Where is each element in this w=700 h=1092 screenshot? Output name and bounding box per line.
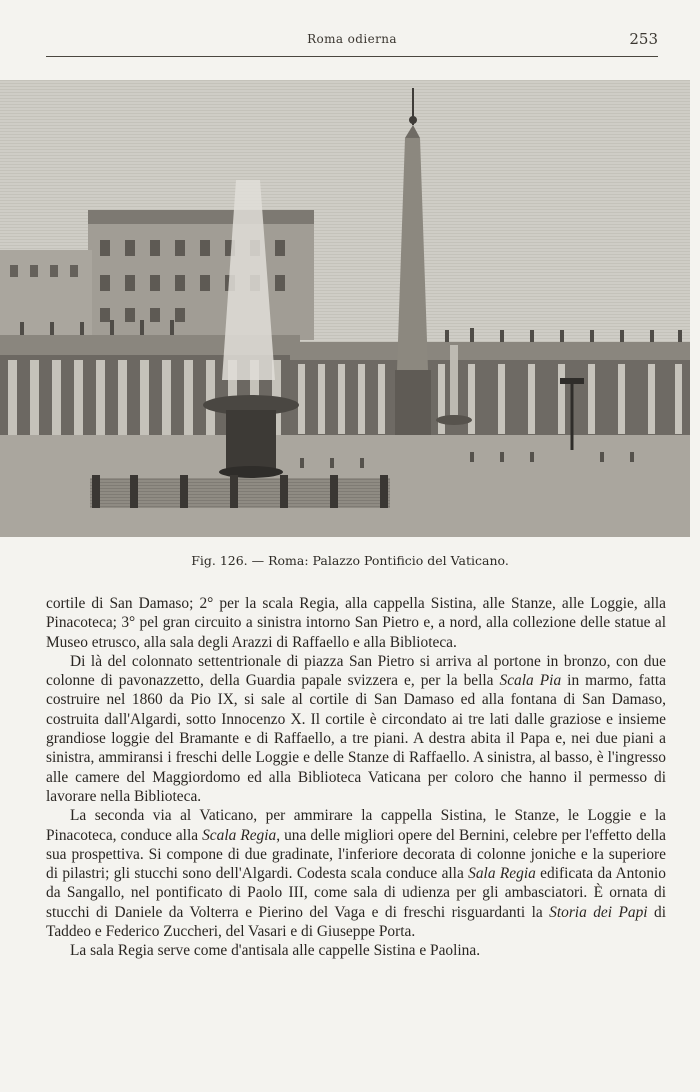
- paragraph-4: La sala Regia serve come d'antisala alle cappelle Sistina e Paolina.: [70, 942, 481, 960]
- paragraph-2: [46, 652, 666, 806]
- p3-text-b: , una delle migliori opere del Bernini, celebre per l'effetto della sua prospettiva. Si compone di due gradinate, l'inferiore decorata di colonne joniche e la superiore di pilastri; gli stucchi sono dell'Algardi. Codesta scala conduce alla: [46, 826, 666, 883]
- figure-caption: Fig. 126. — Roma: Palazzo Pontificio del Vaticano.: [191, 553, 509, 568]
- p3-text-c: edificata da Antonio da Sangallo, nel pontificato di Paolo III, come sala di udienza per gli ambasciatori. È ornata di stucchi di Daniele da Volterra e Pierino del Vaga e di freschi risguardanti la: [46, 865, 667, 921]
- p3-text-a: La seconda via al Vaticano, per ammirare la cappella Sistina, le Stanze, le Loggie e la Pinacoteca, conduce alla: [46, 807, 666, 844]
- body-text: [46, 594, 666, 961]
- running-head: [46, 30, 658, 50]
- p2-text-a: Di là del colonnato settentrionale di piazza San Pietro si arriva al portone in bronzo, con due colonne di pavonazzetto, della Guardia papale svizzera e, per la bella: [46, 652, 666, 690]
- header-rule: [46, 56, 658, 57]
- paragraph-3: [46, 806, 666, 941]
- running-title: Roma odierna: [307, 32, 397, 46]
- figure-illustration: [0, 80, 690, 537]
- page-number: 253: [629, 30, 658, 48]
- p3-text-d: di Taddeo e Federico Zuccheri, del Vasari e di Giuseppe Porta.: [46, 903, 666, 941]
- p3-emphasis-1: Scala Regia: [202, 826, 277, 844]
- p3-emphasis-2: Sala Regia: [468, 865, 536, 883]
- paragraph-1: cortile di San Damaso; 2° per la scala Regia, alla cappella Sistina, alle Stanze, alle Loggie, alla Pinacoteca; 3° pel gran circuito a sinistra intorno San Pietro e, a nord, alla collezione delle statue al Museo etrusco, alla sala degli Arazzi di Raffaello e alla Biblioteca.: [46, 595, 666, 651]
- p3-emphasis-3: Storia dei Papi: [549, 903, 648, 921]
- p2-emphasis: Scala Pia: [499, 672, 562, 690]
- p2-text-b: in marmo, fatta costruire nel 1860 da Pio IX, si sale al cortile di San Damaso ed alla fontana di San Damaso, costruita dall'Algardi, sotto Innocenzo X. Il cortile è circondato ai tre lati dalle graziose e insieme grandiose loggie del Bramante e di Raffaello, a tre piani. A destra abita il Papa e, nei due piani a sinistra, ammiransi i freschi delle Loggie e delle Stanze di Raffaello. A sinistra, al basso, è l'ingresso alle camere del Maggiordomo ed alla Biblioteca Vaticana per coloro che hanno il permesso di lavorare nella Biblioteca.: [46, 672, 667, 805]
